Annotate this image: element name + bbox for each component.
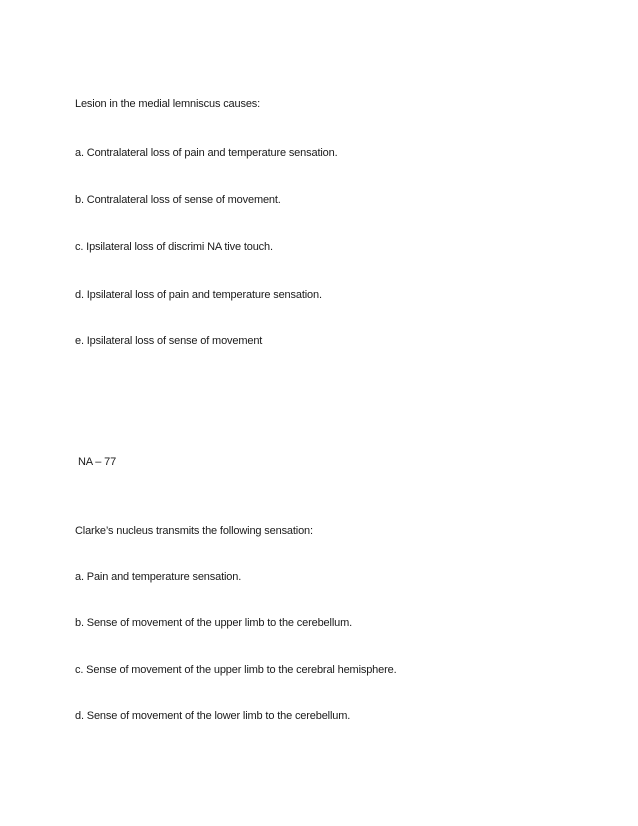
- question-stem: Clarke’s nucleus transmits the following sensation:: [75, 525, 313, 537]
- answer-option: b. Contralateral loss of sense of movement.: [75, 194, 281, 206]
- answer-option: c. Ipsilateral loss of discrimi NA tive touch.: [75, 241, 273, 253]
- question-stem: Lesion in the medial lemniscus causes:: [75, 98, 261, 110]
- answer-option: a. Contralateral loss of pain and temperature sensation.: [75, 147, 338, 159]
- answer-option: d. Ipsilateral loss of pain and temperature sensation.: [75, 289, 322, 301]
- answer-option: e. Ipsilateral loss of sense of movement: [75, 335, 263, 347]
- answer-option: b. Sense of movement of the upper limb to the cerebellum.: [75, 617, 352, 629]
- answer-option: c. Sense of movement of the upper limb to the cerebral hemisphere.: [75, 664, 397, 676]
- answer-option: a. Pain and temperature sensation.: [75, 571, 242, 583]
- answer-option: d. Sense of movement of the lower limb to the cerebellum.: [75, 710, 351, 722]
- question-number: NA – 77: [78, 456, 117, 468]
